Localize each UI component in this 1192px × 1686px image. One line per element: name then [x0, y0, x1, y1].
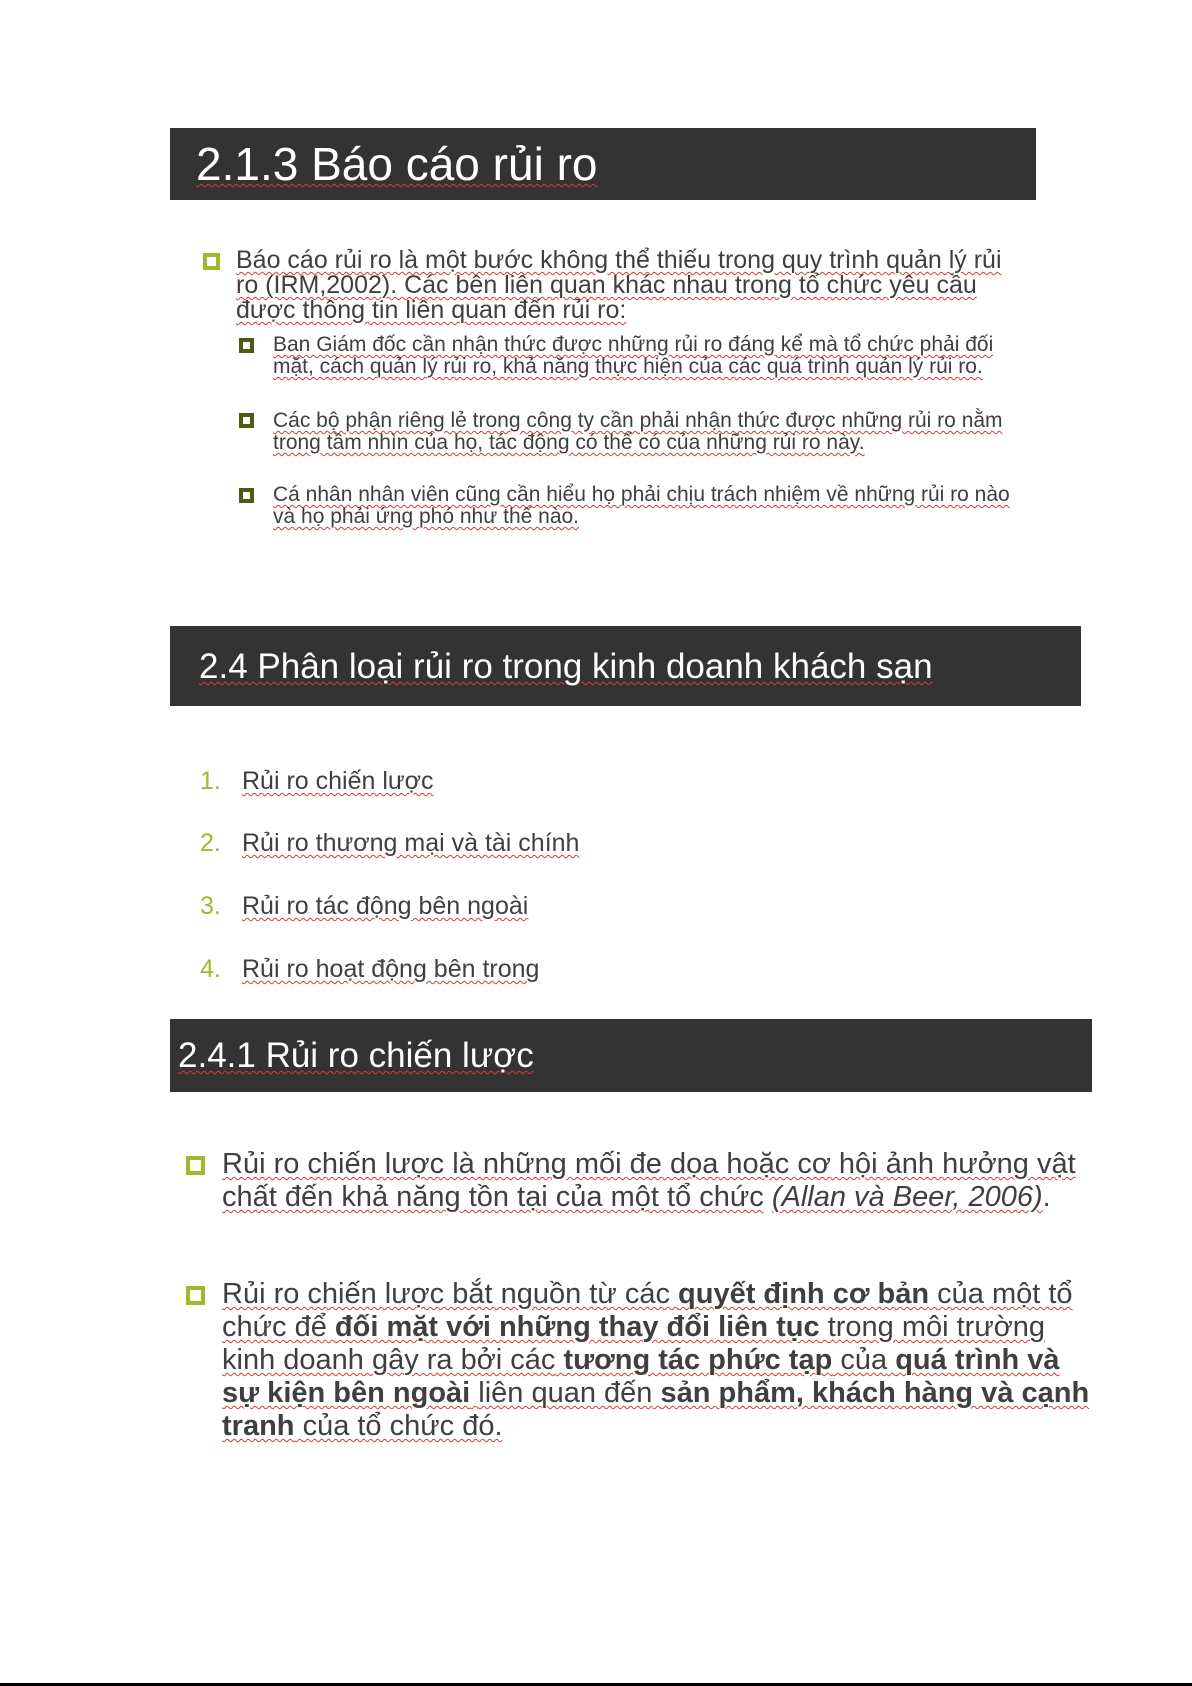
section-title-text: 2.1.3 Báo cáo rủi ro	[196, 138, 598, 190]
bold-run: quá trình và sự kiện bên ngoài	[222, 1344, 1060, 1409]
square-bullet-icon	[186, 1156, 205, 1175]
section-title-text: 2.4.1 Rủi ro chiến lược	[178, 1036, 534, 1075]
list-number: 4.	[200, 955, 221, 983]
definition-text: Rủi ro chiến lược là những mối đe dọa hoặc cơ hội ảnh hưởng vật chất đến khả năng tồn tại của một tổ chức	[222, 1148, 1076, 1213]
text-run: của tổ chức đó.	[302, 1410, 503, 1442]
text-run: Rủi ro chiến lược bắt nguồn từ các	[222, 1278, 670, 1310]
section-title-phan-loai	[170, 626, 1081, 706]
section-title-bao-cao-rui-ro	[170, 128, 1036, 200]
text-run: liên quan đến	[478, 1377, 653, 1409]
intro-paragraph: Báo cáo rủi ro là một bước không thể thiếu trong quy trình quản lý rủi ro (IRM,2002). Các bên liên quan khác nhau trong tổ chức yêu cầu được thông tin liên quan đến rủi ro:	[236, 246, 1002, 324]
square-bullet-icon	[239, 338, 254, 353]
section-title-text: 2.4 Phân loại rủi ro trong kinh doanh khách sạn	[199, 647, 933, 686]
bold-run: tương tác phức tạp	[563, 1344, 833, 1376]
bold-run: đối mặt với những thay đổi liên tục	[334, 1311, 820, 1343]
list-number: 2.	[200, 829, 221, 857]
square-bullet-icon	[239, 413, 254, 428]
list-number: 3.	[200, 892, 221, 920]
square-bullet-icon	[239, 488, 254, 503]
section-title-rui-ro-chien-luoc	[170, 1019, 1092, 1092]
bold-run: sản phẩm, khách hàng và cạnh tranh	[222, 1377, 1090, 1442]
list-item: Rủi ro hoạt động bên trong	[242, 955, 540, 983]
text-run: của một tổ chức để	[222, 1278, 1073, 1343]
text-run: của	[840, 1344, 888, 1376]
strategic-risk-origin	[222, 1278, 1092, 1443]
text-run: trong môi trường kinh doanh gây ra bởi các	[222, 1311, 1046, 1376]
list-item: Rủi ro thương mại và tài chính	[242, 829, 580, 857]
bold-run: quyết định cơ bản	[678, 1278, 930, 1310]
list-item: Rủi ro tác động bên ngoài	[242, 892, 529, 920]
sub-item-management: Ban Giám đốc cần nhận thức được những rủi ro đáng kể mà tổ chức phải đối mặt, cách quản lý rủi ro, khả năng thực hiện của các quá trình quản lý rủi ro.	[273, 333, 994, 378]
citation: (Allan và Beer, 2006)	[771, 1181, 1043, 1213]
strategic-risk-definition	[222, 1148, 1092, 1214]
square-bullet-icon	[203, 253, 220, 270]
sub-item-employees: Cá nhân nhân viên cũng cần hiểu họ phải chịu trách nhiệm về những rủi ro nào và họ phải ứng phó như thế nào.	[273, 483, 1010, 528]
period: .	[1042, 1181, 1051, 1213]
square-bullet-icon	[186, 1286, 205, 1305]
sub-item-departments: Các bộ phận riêng lẻ trong công ty cần phải nhận thức được những rủi ro nằm trong tầm nhìn của họ, tác động có thể có của những rủi ro này.	[273, 409, 1003, 454]
list-number: 1.	[200, 767, 221, 795]
list-item: Rủi ro chiến lược	[242, 767, 434, 795]
